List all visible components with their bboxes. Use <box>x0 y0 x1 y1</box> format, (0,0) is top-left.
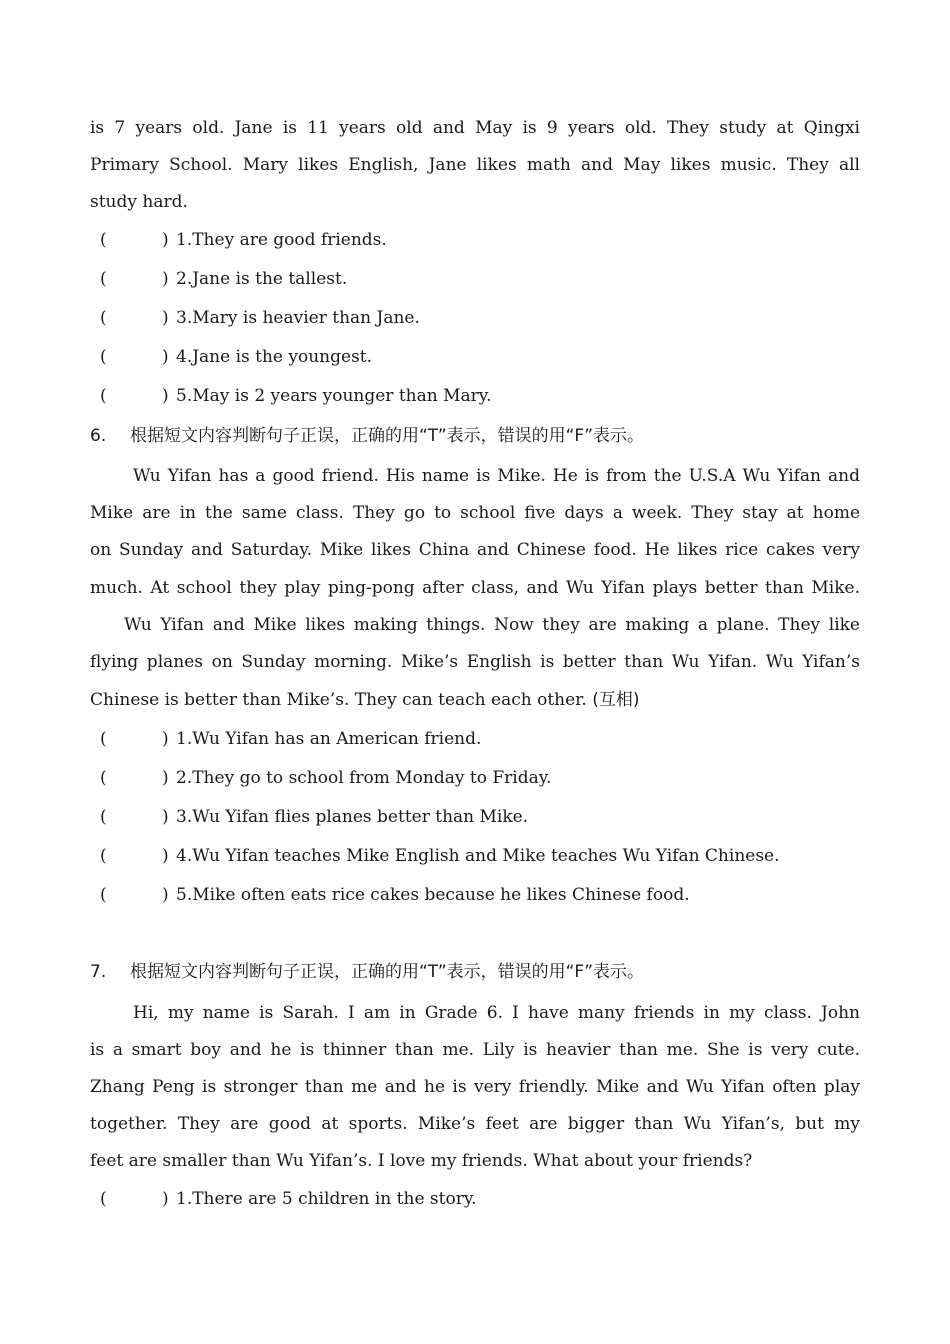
question-row: ( ) 5.Mike often eats rice cakes because he likes Chinese food. <box>100 885 690 905</box>
question-text: 4.Jane is the youngest. <box>176 347 373 367</box>
answer-blank[interactable]: ( <box>100 846 107 866</box>
answer-blank[interactable]: ( <box>100 729 107 749</box>
question-text: 1.They are good friends. <box>176 230 387 250</box>
answer-blank[interactable]: ( <box>100 768 107 788</box>
passage-7-line: Zhang Peng is stronger than me and he is very friendly. Mike and Wu Yifan often play <box>90 1077 860 1097</box>
question-row: ( ) 4.Jane is the youngest. <box>100 347 373 367</box>
passage-6-line: much. At school they play ping-pong after class, and Wu Yifan plays better than Mike. <box>90 578 860 598</box>
passage-7-line: Hi, my name is Sarah. I am in Grade 6. I have many friends in my class. John <box>133 1003 860 1023</box>
question-row: ( ) 5.May is 2 years younger than Mary. <box>100 386 492 406</box>
question-row: ( ) 2.They go to school from Monday to Friday. <box>100 768 552 788</box>
answer-blank[interactable]: ( <box>100 386 107 406</box>
answer-blank[interactable]: ( <box>100 885 107 905</box>
question-row: ( ) 1.There are 5 children in the story. <box>100 1189 477 1209</box>
answer-blank[interactable]: ( <box>100 308 107 328</box>
answer-blank[interactable]: ( <box>100 269 107 289</box>
passage-5-line: Primary School. Mary likes English, Jane likes math and May likes music. They all <box>90 155 860 175</box>
question-text: 4.Wu Yifan teaches Mike English and Mike teaches Wu Yifan Chinese. <box>176 846 780 866</box>
section-instruction: 根据短文内容判断句子正误，正确的用“T”表示，错误的用“F”表示。 <box>130 962 645 982</box>
question-text: 2.Jane is the tallest. <box>176 269 348 289</box>
passage-5-line: study hard. <box>90 192 188 212</box>
question-row: ( ) 3.Wu Yifan flies planes better than Mike. <box>100 807 529 827</box>
passage-7-line: feet are smaller than Wu Yifan’s. I love my friends. What about your friends? <box>90 1151 753 1171</box>
question-text: 1.There are 5 children in the story. <box>176 1189 477 1209</box>
answer-blank[interactable]: ( <box>100 230 107 250</box>
passage-6-line: Chinese is better than Mike’s. They can teach each other. (互相) <box>90 690 640 710</box>
question-text: 3.Wu Yifan flies planes better than Mike. <box>176 807 529 827</box>
answer-blank[interactable]: ( <box>100 1189 107 1209</box>
question-row: ( ) 2.Jane is the tallest. <box>100 269 348 289</box>
gloss-note: (互相) <box>592 690 640 710</box>
section-heading <box>90 961 644 983</box>
section-number: 7. <box>90 962 107 982</box>
question-text: 2.They go to school from Monday to Friday. <box>176 768 552 788</box>
question-row: ( ) 4.Wu Yifan teaches Mike English and Mike teaches Wu Yifan Chinese. <box>100 846 780 866</box>
question-text: 3.Mary is heavier than Jane. <box>176 308 420 328</box>
passage-6-line: Mike are in the same class. They go to school five days a week. They stay at home <box>90 503 860 523</box>
question-row: ( ) 1.They are good friends. <box>100 230 387 250</box>
section-instruction: 根据短文内容判断句子正误，正确的用“T”表示，错误的用“F”表示。 <box>130 426 645 446</box>
answer-blank[interactable]: ( <box>100 347 107 367</box>
passage-5-line: is 7 years old. Jane is 11 years old and May is 9 years old. They study at Qingxi <box>90 118 860 138</box>
question-text: 1.Wu Yifan has an American friend. <box>176 729 482 749</box>
passage-6-line: on Sunday and Saturday. Mike likes China and Chinese food. He likes rice cakes very <box>90 540 860 560</box>
answer-blank[interactable]: ( <box>100 807 107 827</box>
section-heading <box>90 425 644 447</box>
question-row: ( ) 1.Wu Yifan has an American friend. <box>100 729 482 749</box>
question-row: ( ) 3.Mary is heavier than Jane. <box>100 308 420 328</box>
passage-6-line: flying planes on Sunday morning. Mike’s English is better than Wu Yifan. Wu Yifan’s <box>90 652 860 672</box>
section-number: 6. <box>90 426 107 446</box>
passage-6-line: Wu Yifan and Mike likes making things. Now they are making a plane. They like <box>124 615 860 635</box>
question-text: 5.Mike often eats rice cakes because he likes Chinese food. <box>176 885 690 905</box>
passage-7-line: together. They are good at sports. Mike’s feet are bigger than Wu Yifan’s, but my <box>90 1114 860 1134</box>
question-text: 5.May is 2 years younger than Mary. <box>176 386 492 406</box>
passage-6-line: Wu Yifan has a good friend. His name is Mike. He is from the U.S.A Wu Yifan and <box>133 466 860 486</box>
passage-7-line: is a smart boy and he is thinner than me. Lily is heavier than me. She is very cute. <box>90 1040 860 1060</box>
